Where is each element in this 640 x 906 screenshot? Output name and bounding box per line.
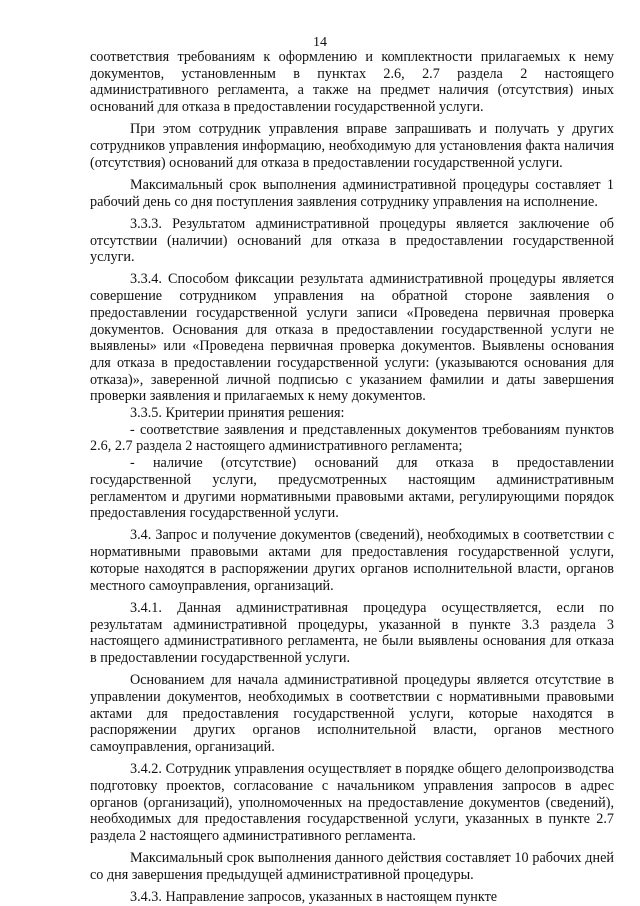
paragraph: Максимальный срок выполнения административной процедуры составляет 1 рабочий день со дня поступления заявления сотруднику управления на исполнение.: [90, 176, 614, 210]
page-number: 14: [313, 35, 327, 50]
list-item: - соответствие заявления и представленных документов требованиям пунктов 2.6, 2.7 раздела 2 настоящего административного регламента;: [90, 421, 614, 455]
paragraph: Основанием для начала административной процедуры является отсутствие в управлении документов, необходимых в соответствии с нормативными правовыми актами для предоставления государственной услуги, которые находятся в распоряжении других органов исполнительной власти, органов местного самоуправления, организаций.: [90, 672, 614, 755]
paragraph: 3.4.3. Направление запросов, указанных в настоящем пункте: [130, 889, 498, 906]
paragraph: 3.3.3. Результатом административной процедуры является заключение об отсутствии (наличии) оснований для отказа в предоставлении государственной услуги.: [90, 215, 614, 266]
paragraph: 3.3.5. Критерии принятия решения:: [130, 405, 345, 422]
list-item: - наличие (отсутствие) оснований для отказа в предоставлении государственной услуги, предусмотренных настоящим административным регламентом и другими нормативными правовыми актами, регулирующими порядок предоставления государственной услуги.: [90, 455, 614, 522]
paragraph: 3.4. Запрос и получение документов (сведений), необходимых в соответствии с нормативными правовыми актами для предоставления государственной услуги, которые находятся в распоряжении других органов исполнительной власти, органов местного самоуправления, организаций.: [90, 527, 614, 594]
paragraph: 3.4.2. Сотрудник управления осуществляет в порядке общего делопроизводства подготовку проектов, согласование с начальником управления запросов в адрес органов (организаций), уполномоченных на предоставление документов (сведений), необходимых для предоставления государственной услуги, указанных в пункте 2.7 раздела 2 настоящего административного регламента.: [90, 761, 614, 844]
paragraph: 3.4.1. Данная административная процедура осуществляется, если по результатам административной процедуры, указанной в пункте 3.3 раздела 3 настоящего административного регламента, не были выявлены основания для отказа в предоставлении государственной услуги.: [90, 599, 614, 666]
paragraph: Максимальный срок выполнения данного действия составляет 10 рабочих дней со дня завершения предыдущей административной процедуры.: [90, 850, 614, 883]
paragraph: соответствия требованиям к оформлению и комплектности прилагаемых к нему документов, установленным в пунктах 2.6, 2.7 раздела 2 настоящего административного регламента, а также на предмет наличия (отсутствия) иных оснований для отказа в предоставлении государственной услуги.: [90, 49, 614, 116]
document-body: [90, 49, 614, 906]
paragraph: При этом сотрудник управления вправе запрашивать и получать у других сотрудников управления информацию, необходимую для установления факта наличия (отсутствия) оснований для отказа в предоставлении государственной услуги.: [90, 121, 614, 171]
paragraph: 3.3.4. Способом фиксации результата административной процедуры является совершение сотрудником управления на обратной стороне заявления о предоставлении государственной услуги записи «Проведена первичная проверка документов. Основания для отказа в предоставлении государственной услуги не выявлены» или «Проведена первичная проверка документов. Выявлены основания для отказа в предоставлении государственной услуги: (указываются основания для отказа)», заверенной личной подписью с указанием фамилии и даты завершения проверки заявления и прилагаемых к нему документов.: [90, 271, 614, 405]
